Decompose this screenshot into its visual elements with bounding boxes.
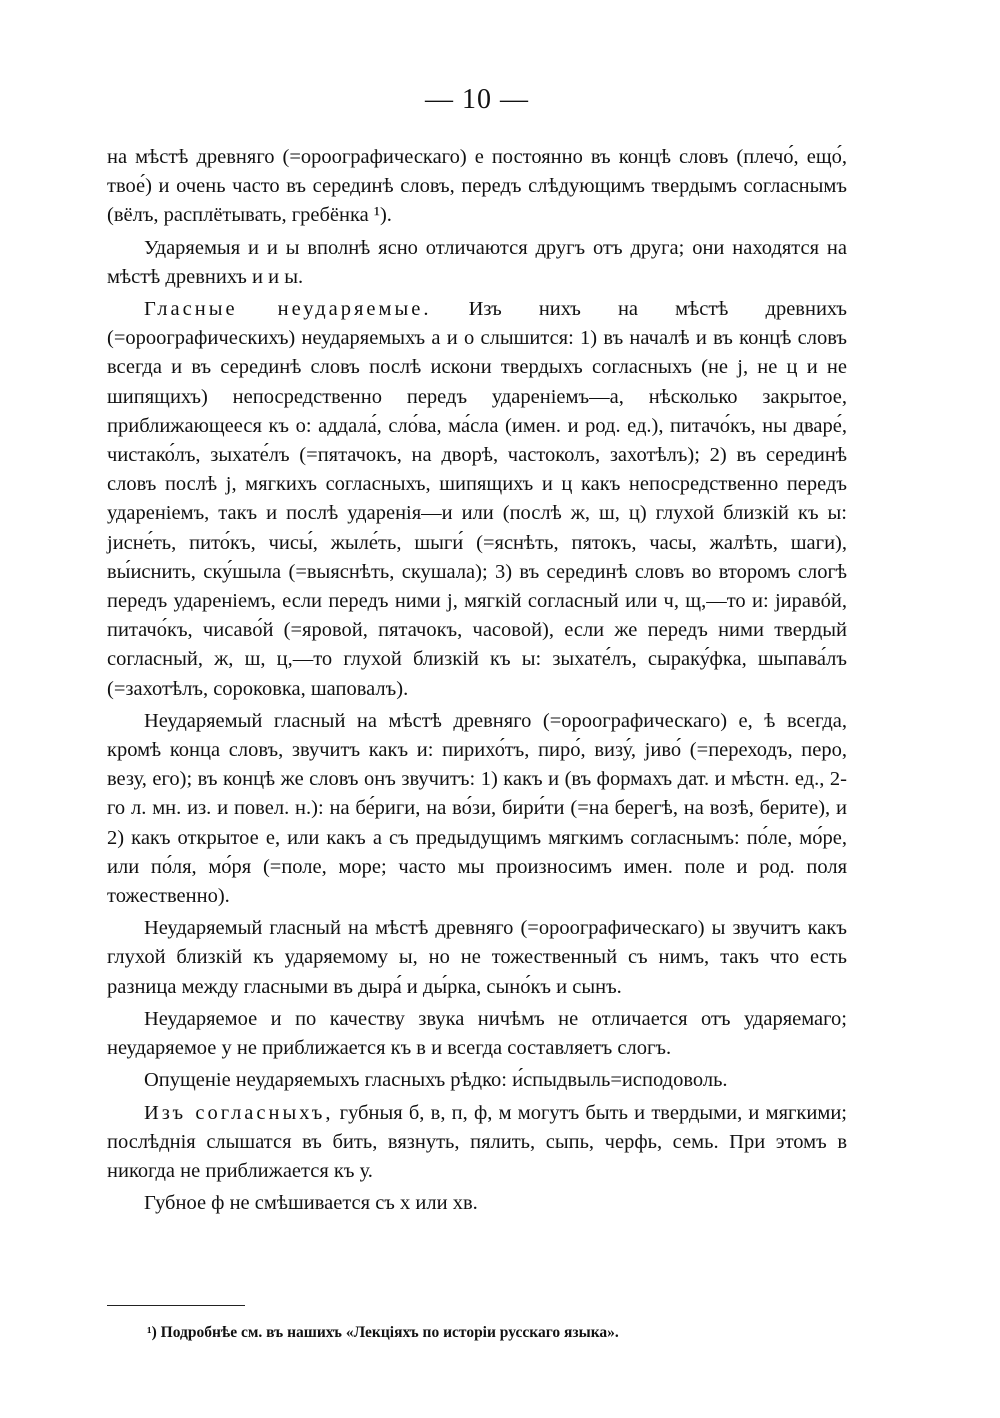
paragraph-9: Губное ф не смѣшивается съ х или хв. — [144, 1192, 478, 1215]
paragraph-4: Неударяемый гласный на мѣстѣ древняго (=ороографическаго) е, ѣ всегда, кромѣ конца словъ, звучитъ какъ и: пирихо́тъ, пиро́, визу́, jиво́ (=переходъ, перо, везу, его); въ концѣ же словъ онъ звучитъ: 1) какъ и (въ формахъ дат. и мѣстн. ед., 2-го л. мн. из. и повел. н.): на бе́риги, на во́зи, бири́ти (=на берегѣ, на возѣ, берите), и 2) какъ открытое е, или какъ а съ предыдущимъ мягкимъ согласнымъ: по́ле, мо́ре, или по́ля, мо́ря (=поле, море; часто мы произносимъ имен. поле и род. поля тожественно). — [107, 709, 847, 908]
paragraph-6: Неударяемое и по качеству звука ничѣмъ не отличается отъ ударяемаго; неударяемое у не приближается къ в и всегда составляетъ слогъ. — [107, 1007, 847, 1060]
section-heading-unstressed-vowels: Гласные неударяемые. — [144, 298, 432, 321]
paragraph-8 — [107, 1099, 847, 1187]
paragraph-8-text: губныя б, в, п, ф, м могутъ быть и твердыми, и мягкими; послѣднія слышатся въ бить, вязнуть, пялить, сыпь, черфь, семь. При этомъ в никогда не приближается къ у. — [107, 1101, 847, 1182]
footnote: ¹) Подробнѣе см. въ нашихъ «Лекціяхъ по исторіи русскаго языка». — [147, 1324, 619, 1341]
paragraph-3 — [107, 295, 847, 704]
paragraph-2: Ударяемыя и и ы вполнѣ ясно отличаются другъ отъ друга; они находятся на мѣстѣ древнихъ и и ы. — [107, 236, 847, 288]
footnote-divider — [107, 1305, 245, 1306]
paragraph-7: Опущеніе неударяемыхъ гласныхъ рѣдко: и́спыдвыль=исподоволь. — [144, 1069, 728, 1092]
paragraph-1: на мѣстѣ древняго (=ороографическаго) е постоянно въ концѣ словъ (плечо́, ещо́, твое́) и очень часто въ серединѣ словъ, передъ слѣдующимъ твердымъ согласнымъ (вёлъ, расплётывать, гребёнка ¹). — [107, 146, 847, 227]
page-number: — 10 — — [425, 84, 529, 115]
paragraph-3-text: Изъ нихъ на мѣстѣ древнихъ (=ороографическихъ) неударяемыхъ а и о слышится: 1) въ началѣ и въ концѣ словъ всегда и въ серединѣ словъ послѣ искони твердыхъ согласныхъ (не j, не ц и не шипящихъ) непосредственно передъ удареніемъ—а, нѣсколько закрытое, приближающееся къ о: аддала́, сло́ва, ма́сла (имен. и род. ед.), питачо́къ, ны дваре́, чистако́лъ, зыхате́лъ (=пятачокъ, на дворѣ, частоколъ, захотѣлъ); 2) въ серединѣ словъ послѣ j, мягкихъ согласныхъ, шипящихъ и ц какъ непосредственно передъ удареніемъ, такъ и послѣ ударенія—и или (послѣ ж, ш, ц) глухой близкій къ ы: jисне́ть, пито́къ, чисы́, жыле́ть, шыги́ (=яснѣть, пятокъ, часы, жалѣть, шаги), вы́иснить, ску́шыла (=выяснѣть, скушала); 3) въ серединѣ словъ во второмъ слогѣ передъ удареніемъ, если передъ ними j, мягкій согласный или ч, щ,—то и: jиравóй, питачо́къ, чисаво́й (=яровой, пятачокъ, часовой), если же передъ ними твердый согласный, ж, ш, ц,—то глухой близкій къ ы: зыхате́лъ, сыраку́фка, шыпава́лъ (=захотѣлъ, сороковка, шаповалъ). — [107, 298, 847, 700]
section-heading-consonants: Изъ согласныхъ, — [144, 1101, 334, 1124]
paragraph-5: Неударяемый гласный на мѣстѣ древняго (=ороографическаго) ы звучитъ какъ глухой близкій къ ударяемому ы, но не тожественный съ нимъ, такъ что есть разница между гласными въ дыра́ и ды́рка, сыно́къ и сынъ. — [107, 917, 847, 998]
page-body — [107, 85, 847, 1221]
